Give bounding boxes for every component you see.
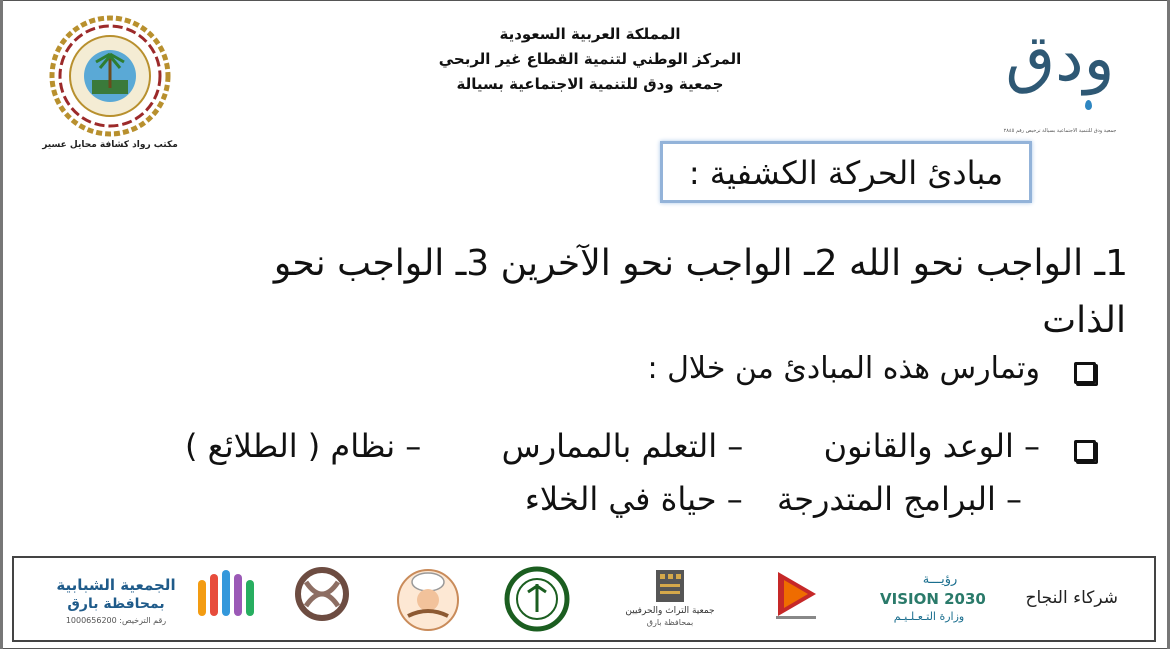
youth-people-icon [192,566,260,624]
charity-seal-icon [500,566,574,632]
partner-social-center [286,566,366,632]
principles-line-2: الذات [1042,300,1126,341]
scout-office-logo [40,14,180,164]
practice-items-row-1 [185,427,1040,465]
wadq-logo [990,14,1130,134]
scout-office-caption: مكتب رواد كشافة محايل عسير [42,140,178,150]
principles-line-1: 1ـ الواجب نحو الله 2ـ الواجب نحو الآخرين 3ـ الواجب نحو [273,243,1128,284]
play-icon [770,566,822,622]
youth-license: رقم الترخيص: 1000656200 [65,616,167,625]
header-country: المملكة العربية السعودية [499,25,681,43]
water-drop-icon [1085,100,1092,110]
partner-heritage [618,566,722,632]
header-block [380,22,800,97]
partner-vision-2030 [880,566,986,632]
partners-label: شركاء النجاح [1025,588,1118,608]
practice-item: – البرامج المتدرجة [777,480,1022,518]
checkbox-bullet-icon [1074,362,1096,384]
youth-city: بمحافظة بارق [67,596,165,612]
partner-youth [42,566,266,632]
wadq-logo-word: ودق [1005,22,1115,96]
title-box [660,141,1032,203]
partner-chef [392,566,468,632]
vision-2030-text: VISION 2030 [880,590,986,608]
vision-word: رؤيـــة [922,572,958,587]
youth-name: الجمعية الشبابية [56,576,176,594]
partner-charity-seal [500,566,580,632]
heritage-city: بمحافظة بارق [646,618,694,627]
scout-seal-icon [40,14,180,138]
practice-item: – الوعد والقانون [823,427,1040,465]
practice-items-row-2 [525,480,1022,518]
practice-intro: وتمارس هذه المبادئ من خلال : [647,351,1040,386]
slide-title: مبادئ الحركة الكشفية : [688,154,1004,192]
header-center: المركز الوطني لتنمية القطاع غير الربحي [438,50,742,68]
wadq-logo-subtitle: جمعية ودق للتنمية الاجتماعية بسيالة ترخيص رقم ٢٨٤٥ [1003,128,1117,134]
heritage-name: جمعية التراث والحرفيين [625,606,715,616]
practice-item: – حياة في الخلاء [524,480,743,518]
practice-item: – نظام ( الطلائع ) [185,427,422,465]
chef-icon [392,566,464,632]
checkbox-bullet-icon [1074,440,1096,462]
partner-media-club [770,566,830,632]
partners-bar [12,556,1156,642]
window-edge-left [0,0,3,649]
knot-icon [286,566,358,624]
heritage-building-icon [618,566,722,604]
ministry-text: وزارة التـعـلـيـم [893,610,965,623]
practice-item: – التعلم بالممارس [501,427,744,465]
header-association: جمعية ودق للتنمية الاجتماعية بسيالة [456,75,724,93]
